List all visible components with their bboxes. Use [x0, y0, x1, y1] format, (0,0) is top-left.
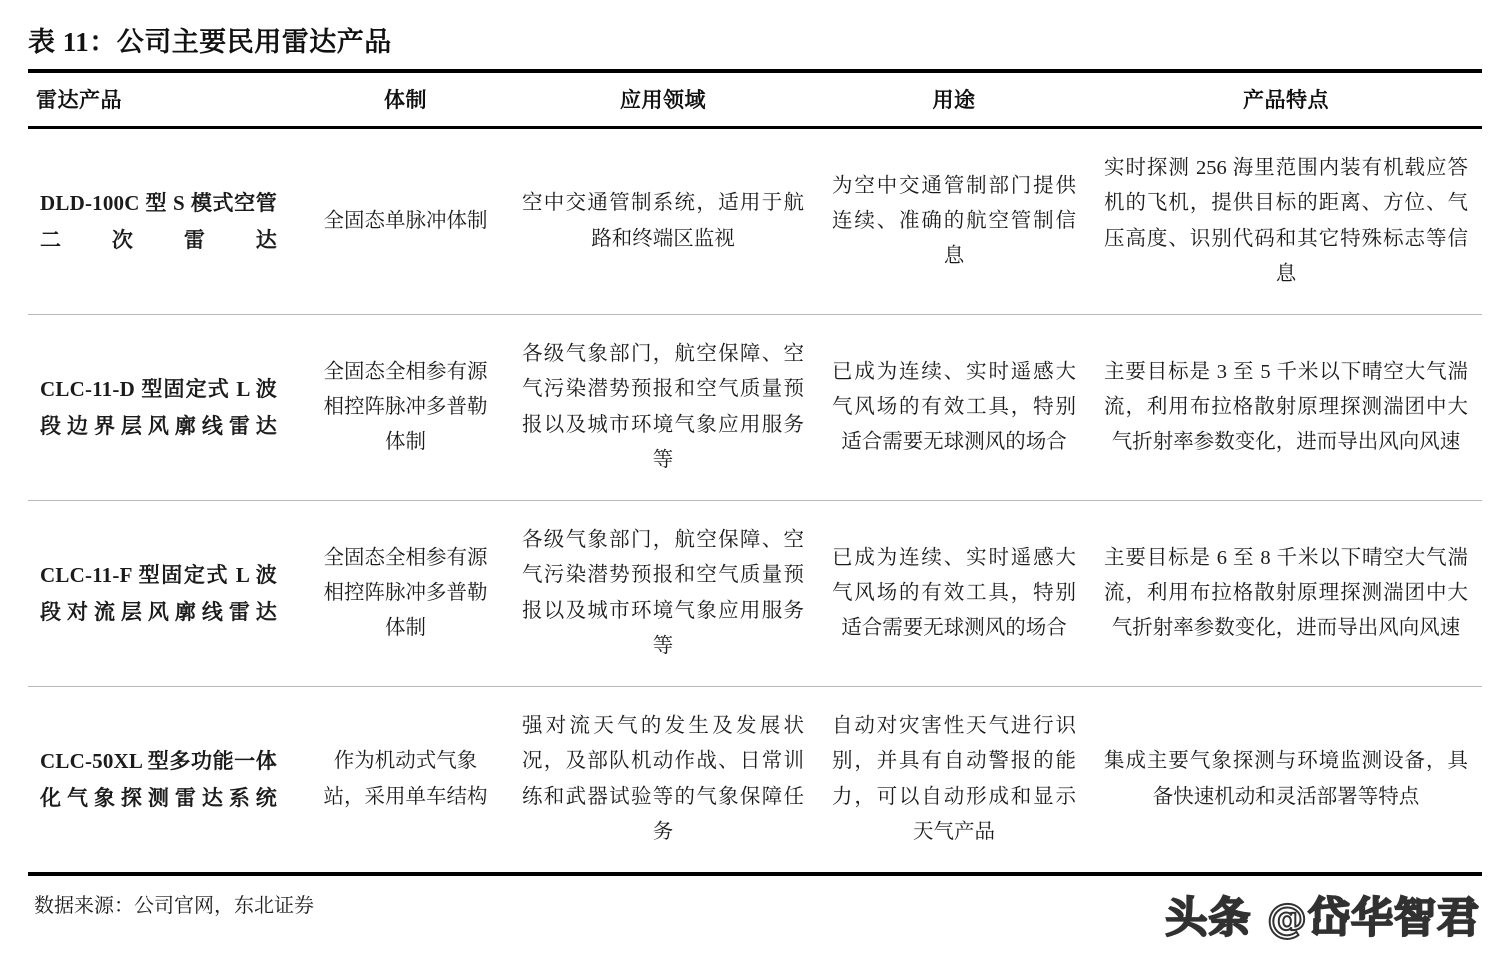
cell-purpose: 已成为连续、实时遥感大气风场的有效工具，特别适合需要无球测风的场合 [832, 546, 1076, 640]
cell-application: 强对流天气的发生及发展状况，及部队机动作战、日常训练和武器试验等的气象保障任务 [522, 715, 804, 843]
table-row [28, 687, 1482, 872]
column-header-application: 应用领域 [620, 88, 706, 112]
cell-features: 集成主要气象探测与环境监测设备，具备快速机动和灵活部署等特点 [1104, 750, 1468, 808]
cell-system: 作为机动式气象站，采用单车结构 [323, 750, 488, 808]
cell-system: 全固态单脉冲体制 [323, 209, 488, 232]
cell-features: 实时探测 256 海里范围内装有机载应答机的飞机，提供目标的距离、方位、气压高度、识别代码和其它特殊标志等信息 [1104, 157, 1468, 285]
cell-application: 各级气象部门，航空保障、空气污染潜势预报和空气质量预报以及城市环境气象应用服务等 [522, 529, 804, 657]
column-header-purpose: 用途 [932, 88, 976, 112]
cell-product: DLD-100C 型 S 模式空管二次雷达 [40, 191, 277, 252]
cell-application: 空中交通管制系统，适用于航路和终端区监视 [522, 192, 804, 250]
table-row [28, 315, 1482, 500]
watermark-account: 岱华智君 [1307, 893, 1480, 942]
radar-products-table [28, 73, 1482, 126]
table-row [28, 129, 1482, 314]
cell-product: CLC-50XL 型多功能一体化气象探测雷达系统 [40, 749, 277, 810]
cell-system: 全固态全相参有源相控阵脉冲多普勒体制 [323, 360, 488, 454]
column-header-system: 体制 [384, 88, 427, 112]
cell-product: CLC-11-D 型固定式 L 波段边界层风廓线雷达 [40, 377, 277, 438]
watermark-at-symbol: @ [1266, 896, 1308, 942]
column-header-product: 雷达产品 [36, 88, 122, 112]
cell-system: 全固态全相参有源相控阵脉冲多普勒体制 [323, 546, 488, 640]
radar-products-body [28, 129, 1482, 872]
page-title: 表 11：公司主要民用雷达产品 [28, 27, 392, 57]
table-header [28, 73, 1482, 126]
table-footer [28, 872, 1482, 918]
cell-purpose: 自动对灾害性天气进行识别，并具有自动警报的能力，可以自动形成和显示天气产品 [832, 715, 1076, 843]
cell-features: 主要目标是 6 至 8 千米以下晴空大气湍流，利用布拉格散射原理探测湍团中大气折射率参数变化，进而导出风向风速 [1104, 546, 1468, 640]
source-note: 数据来源：公司官网，东北证券 [34, 895, 314, 917]
cell-purpose: 已成为连续、实时遥感大气风场的有效工具，特别适合需要无球测风的场合 [832, 360, 1076, 454]
cell-application: 各级气象部门，航空保障、空气污染潜势预报和空气质量预报以及城市环境气象应用服务等 [522, 343, 804, 471]
table-row [28, 501, 1482, 686]
header-row [28, 73, 1482, 126]
watermark-platform: 头条 [1165, 893, 1252, 942]
cell-purpose: 为空中交通管制部门提供连续、准确的航空管制信息 [832, 174, 1076, 268]
column-header-features: 产品特点 [1243, 88, 1329, 112]
cell-product: CLC-11-F 型固定式 L 波段对流层风廓线雷达 [40, 563, 277, 624]
cell-features: 主要目标是 3 至 5 千米以下晴空大气湍流，利用布拉格散射原理探测湍团中大气折射率参数变化，进而导出风向风速 [1104, 360, 1468, 454]
